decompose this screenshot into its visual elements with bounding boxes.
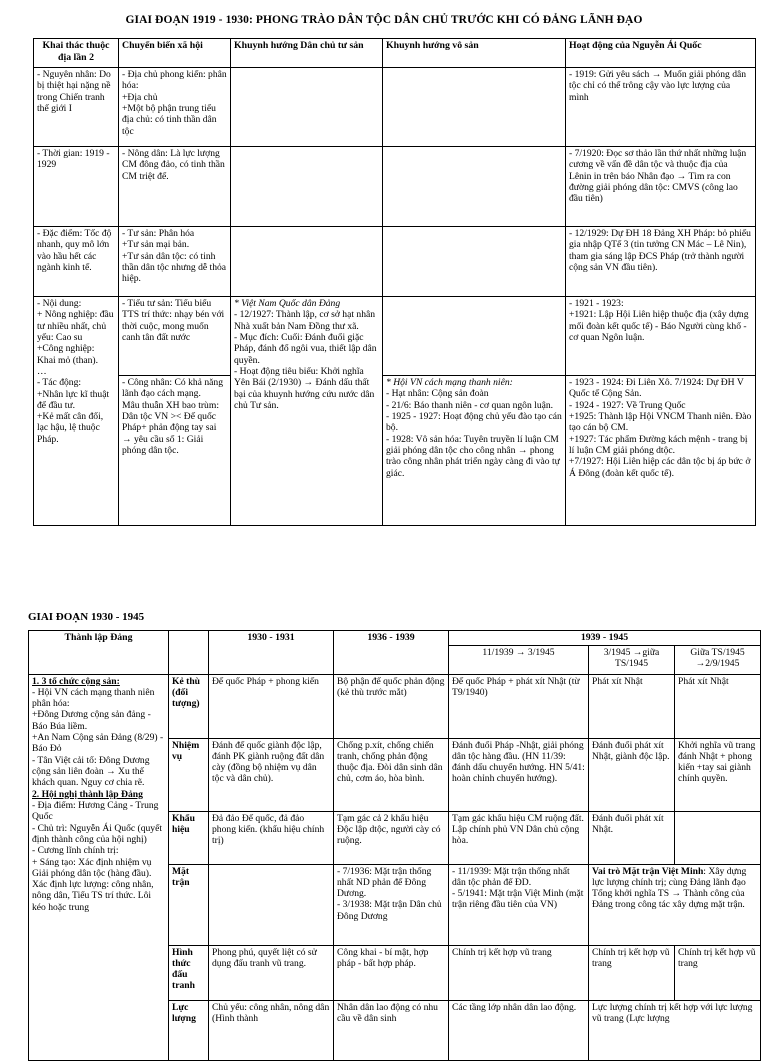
- row-label: Kẻ thù (đối tượng): [169, 674, 209, 738]
- table-1919-1930: [33, 38, 756, 526]
- row-label: Lực lượng: [169, 1000, 209, 1060]
- header-cell: 1930 - 1931: [209, 631, 334, 675]
- row-label: Hình thức đấu tranh: [169, 945, 209, 1000]
- cell: [383, 297, 566, 376]
- header-cell: Thành lập Đảng: [29, 631, 169, 675]
- mat-tran-viet-minh-text: : Xây dựng lực lượng chính trị; cùng Đảng lãnh đạo Tổng khởi nghĩa TS → Thành công của Đảng trong công tác xây dựng mặt trận.: [592, 865, 747, 911]
- cell: Đế quốc Pháp + phát xít Nhật (từ T9/1940): [449, 674, 589, 738]
- left-heading: 1. 3 tổ chức cộng sản:: [32, 675, 120, 687]
- cell: Tạm gác khẩu hiệu CM ruộng đất. Lập chính phủ VN Dân chủ cộng hòa.: [449, 811, 589, 864]
- cell: Đả đảo Đế quốc, đả đảo phong kiến. (khẩu hiệu chính trị): [209, 811, 334, 864]
- cell: Bộ phận đế quốc phản động (kẻ thù trước mắt): [334, 674, 449, 738]
- cell: - 1919: Gửi yêu sách → Muốn giải phóng dân tộc chỉ có thể trông cậy vào lực lượng của mình: [566, 68, 756, 147]
- cell: Phát xít Nhật: [675, 674, 761, 738]
- page-title-2: GIAI ĐOẠN 1930 - 1945: [28, 611, 145, 623]
- cell: - Đặc điểm: Tốc độ nhanh, quy mô lớn vào hầu hết các ngành kinh tế.: [34, 227, 119, 297]
- header-cell: Giữa TS/1945 →2/9/1945: [675, 645, 761, 674]
- header-cell: 3/1945 →giữa TS/1945: [589, 645, 675, 674]
- hoi-vn-cmtn-text: - Hạt nhân: Cộng sản đoàn - 21/6: Báo thanh niên - cơ quan ngôn luận. - 1925 - 1927: Hoạt động chủ yếu đào tạo cán bộ. - 1928: Vô sản hóa: Tuyên truyền lí luận CM giải phóng dân tộc cho công nhân → phong trào công nhân phát triển ngày càng đi vào tự giác.: [386, 388, 562, 479]
- cell: [383, 147, 566, 227]
- cell: - Tư sản: Phân hóa +Tư sản mại bản. +Tư sản dân tộc: có tinh thần dân tộc nhưng dễ thỏa hiệp.: [119, 227, 231, 297]
- cell: [589, 864, 761, 945]
- cell: Lực lượng chính trị kết hợp với lực lượng vũ trang (Lực lượng: [589, 1000, 761, 1060]
- cell: - 1923 - 1924: Đi Liên Xô. 7/1924: Dự ĐH V Quốc tế Cộng Sản. - 1924 - 1927: Về Trung Quốc +1925: Thành lập Hội VNCM Thanh niên. Đào tạo cán bộ CM. +1927: Tác phẩm Đường kách mệnh - trang bị lí luận CM giải phóng dtộc. +7/1927: Hội Liên hiệp các dân tộc bị áp bức ở Á Đông (đoàn kết quốc tế).: [566, 376, 756, 526]
- cell: - 7/1936: Mặt trận thống nhất ND phản đế Đông Dương. - 3/1938: Mặt trận Dân chủ Đông Dương: [334, 864, 449, 945]
- cell: Các tầng lớp nhân dân lao động.: [449, 1000, 589, 1060]
- vnqdd-text: - 12/1927: Thành lập, cơ sở hạt nhân Nhà xuất bản Nam Đồng thư xã. - Mục đích: Cuối: Đánh đuổi giặc Pháp, đánh đổ ngôi vua, thiết lập dân quyền. - Hoạt động tiêu biểu: Khởi nghĩa Yên Bái (2/1930) → Đánh dấu thất bại của khuynh hướng cứu nước dân chủ Tư sản.: [234, 309, 377, 411]
- cell: - Nội dung: + Nông nghiệp: đầu tư nhiều nhất, chủ yếu: Cao su +Công nghiệp: Khai mỏ (than). … - Tác động: +Nhân lực kĩ thuật để đầu tư. +Kẻ mất cân đối, lạc hậu, lệ thuộc Pháp.: [34, 297, 119, 526]
- header-cell: Khai thác thuộc địa lần 2: [34, 39, 119, 68]
- row-label: Mặt trận: [169, 864, 209, 945]
- left-column: [29, 674, 169, 1060]
- row-label: Khẩu hiệu: [169, 811, 209, 864]
- left-line: +An Nam Cộng sản Đảng (8/29) - Báo Đỏ: [32, 732, 164, 755]
- mat-tran-viet-minh-label: Vai trò Mặt trận Việt Minh: [592, 865, 704, 877]
- left-line: - Hội VN cách mạng thanh niên phân hóa:: [32, 686, 155, 710]
- cell: Đánh đuổi phát xít Nhật, giành độc lập.: [589, 738, 675, 811]
- table-header-row: [34, 39, 756, 68]
- cell: Đế quốc Pháp + phong kiến: [209, 674, 334, 738]
- left-heading: 2. Hội nghị thành lập Đảng: [32, 788, 143, 800]
- cell: [383, 68, 566, 147]
- cell: - 12/1929: Dự ĐH 18 Đảng XH Pháp: bỏ phiếu gia nhập QTế 3 (tin tưởng CN Mác – Lê Nin), tham gia sáng lập ĐCS Pháp (trở thành người cộng sản VN đầu tiên).: [566, 227, 756, 297]
- left-line: - Địa điểm: Hương Cảng - Trung Quốc: [32, 799, 159, 823]
- cell: Phong phú, quyết liệt có sử dụng đấu tranh vũ trang.: [209, 945, 334, 1000]
- cell: Chống p.xít, chống chiến tranh, chống phản động thuộc địa. Đòi dân sinh dân chủ, cơm áo, hòa bình.: [334, 738, 449, 811]
- cell: [231, 147, 383, 227]
- cell: - Nông dân: Là lực lượng CM đông đảo, có tinh thần CM triệt để.: [119, 147, 231, 227]
- cell: Khởi nghĩa vũ trang đánh Nhật + phong kiến +tay sai giành chính quyền.: [675, 738, 761, 811]
- cell: Chính trị kết hợp vũ trang: [449, 945, 589, 1000]
- cell: - 7/1920: Đọc sơ thảo lần thứ nhất những luận cương về vấn đề dân tộc và thuộc địa của Lênin in trên báo Nhân đạo → Tìm ra con đường giải phóng dân tộc: CMVS (công lao đầu tiên): [566, 147, 756, 227]
- cell: [209, 864, 334, 945]
- vnqdd-heading: * Việt Nam Quốc dân Đảng: [234, 298, 341, 309]
- header-cell: 11/1939 → 3/1945: [449, 645, 589, 674]
- cell: Đánh đuổi Pháp -Nhật, giải phóng dân tộc hàng đầu. (HN 11/39: đánh dấu chuyển hướng. HN 5/41: hoàn chỉnh chuyển hướng).: [449, 738, 589, 811]
- header-cell: [169, 631, 209, 675]
- cell: - 1921 - 1923: +1921: Lập Hội Liên hiệp thuộc địa (xây dựng mối đoàn kết quốc tế) - Báo Người cùng khổ - cơ quan Ngôn luận.: [566, 297, 756, 376]
- header-cell: Chuyển biến xã hội: [119, 39, 231, 68]
- cell: Đánh đế quốc giành độc lập, đánh PK giành ruộng đất dân cày (đồng bộ nhiệm vụ dân tộc và dân chủ).: [209, 738, 334, 811]
- cell: Chủ yếu: công nhân, nông dân (Hình thành: [209, 1000, 334, 1060]
- cell: Chính trị kết hợp vũ trang: [675, 945, 761, 1000]
- cell: [383, 376, 566, 526]
- cell: [231, 227, 383, 297]
- header-cell: Khuynh hướng Dân chủ tư sản: [231, 39, 383, 68]
- left-line: + Sáng tạo: Xác định nhiệm vụ Giải phóng dân tộc (hàng đầu). Xác định lực lượng: công nhân, nông dân, Tiểu TS trí thức. Lôi kéo hoặc trung: [32, 856, 154, 913]
- table-1930-1945: [28, 630, 761, 1061]
- cell: Công khai - bí mật, hợp pháp - bất hợp pháp.: [334, 945, 449, 1000]
- cell: - Nguyên nhân: Do bị thiệt hại nặng nề trong Chiến tranh thế giới I: [34, 68, 119, 147]
- header-cell: Hoạt động của Nguyễn Ái Quốc: [566, 39, 756, 68]
- cell: [231, 68, 383, 147]
- cell: Chính trị kết hợp vũ trang: [589, 945, 675, 1000]
- hoi-vn-cmtn-heading: * Hội VN cách mạng thanh niên:: [386, 377, 513, 388]
- cell: Nhân dân lao động có nhu cầu về dân sinh: [334, 1000, 449, 1060]
- cell: - Địa chủ phong kiến: phân hóa: +Địa chủ +Một bộ phận trung tiểu địa chủ: có tinh thần dân tộc: [119, 68, 231, 147]
- header-cell: Khuynh hướng vô sản: [383, 39, 566, 68]
- cell: Tạm gác cả 2 khẩu hiệu Độc lập dtộc, người cày có ruộng.: [334, 811, 449, 864]
- left-line: - Cương lĩnh chính trị:: [32, 845, 119, 857]
- page-title-1: GIAI ĐOẠN 1919 - 1930: PHONG TRÀO DÂN TỘC DÂN CHỦ TRƯỚC KHI CÓ ĐẢNG LÃNH ĐẠO: [125, 14, 643, 26]
- cell: [231, 297, 383, 526]
- cell: - 11/1939: Mặt trận thống nhất dân tộc phản đế ĐD. - 5/1941: Mặt trận Việt Minh (mặt trận riêng đầu tiên của VN): [449, 864, 589, 945]
- cell: - Công nhân: Có khả năng lãnh đạo cách mạng. Mâu thuẫn XH bao trùm: Dân tộc VN >< Đế quốc Pháp+ phản động tay sai → yêu cầu số 1: Giải phóng dân tộc.: [119, 376, 231, 526]
- cell: Phát xít Nhật: [589, 674, 675, 738]
- cell: - Thời gian: 1919 - 1929: [34, 147, 119, 227]
- left-line: - Chủ trì: Nguyễn Ái Quốc (quyết định thành công của hội nghị): [32, 822, 163, 845]
- cell: Đánh đuổi phát xít Nhật.: [589, 811, 675, 864]
- cell: [675, 811, 761, 864]
- cell: - Tiểu tư sản: Tiểu biểu TTS trí thức: nhạy bén với thời cuộc, mong muốn canh tân đất nước: [119, 297, 231, 376]
- left-line: +Đông Dương cộng sản đảng - Báo Búa liềm.: [32, 709, 151, 732]
- left-line: - Tân Việt cải tổ: Đông Dương cộng sản liên đoàn → Xu thế khách quan. Nguy cơ chia rẽ.: [32, 754, 150, 789]
- cell: [383, 227, 566, 297]
- row-label: Nhiệm vụ: [169, 738, 209, 811]
- header-cell: 1939 - 1945: [449, 631, 761, 646]
- header-cell: 1936 - 1939: [334, 631, 449, 675]
